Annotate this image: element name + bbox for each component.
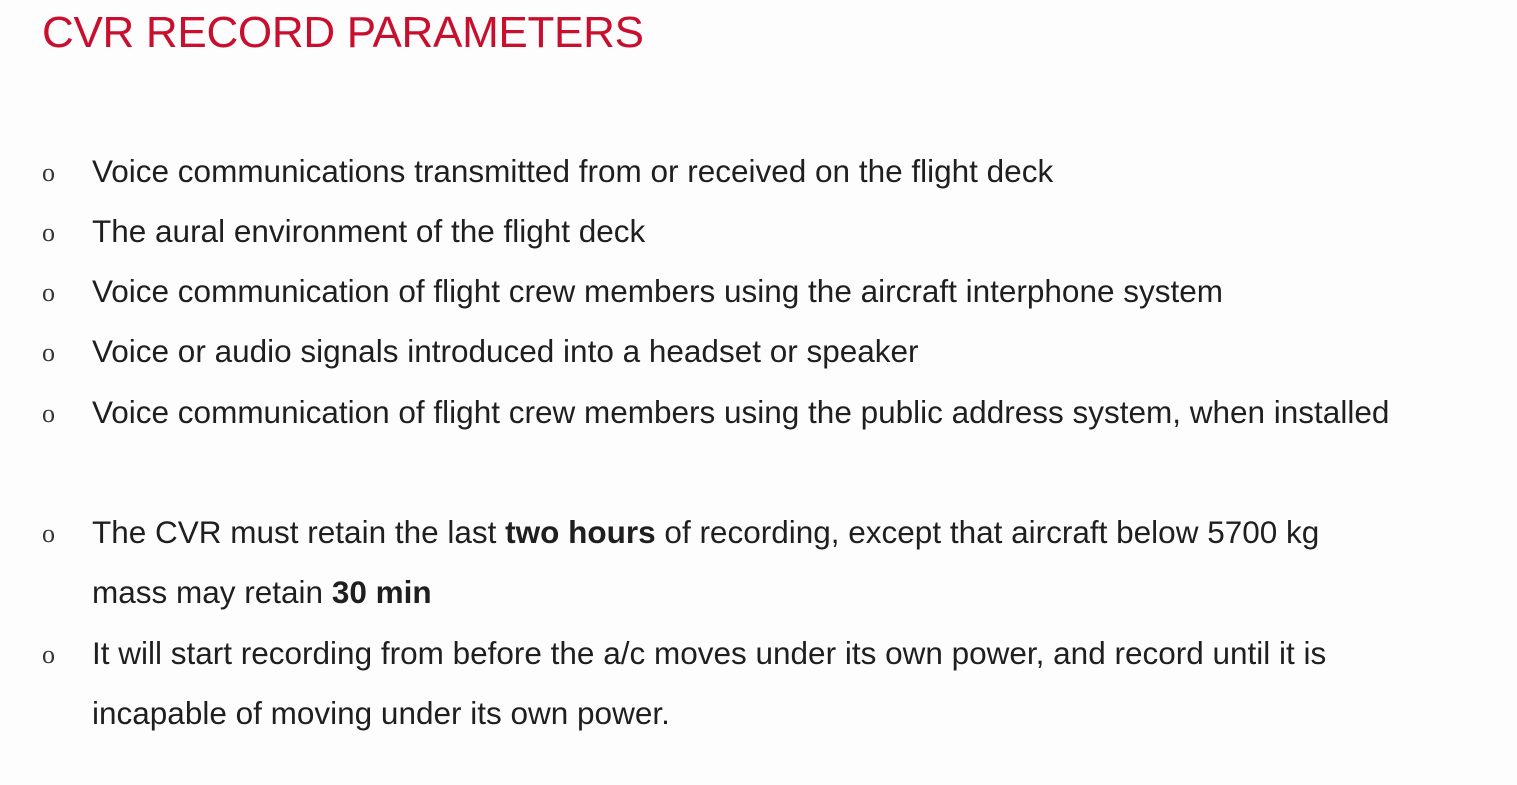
text-line [92,562,1502,622]
text-run: mass may retain [92,574,332,610]
list-item-text [92,502,1502,622]
text-line [92,502,1502,562]
bullet-icon: o [42,640,55,669]
slide-title: CVR RECORD PARAMETERS [42,8,644,57]
text-line: It will start recording from before the a/c moves under its own power, and record until it is [92,635,1327,671]
bullet-icon: o [42,519,55,548]
list-item-text: The aural environment of the flight deck [92,213,646,249]
emphasis-30-min: 30 min [331,574,432,610]
list-item-text: Voice communication of flight crew members using the aircraft interphone system [92,273,1224,309]
list-item-text [92,623,1502,743]
list-item-text: Voice communications transmitted from or received on the flight deck [92,153,1054,189]
bullet-icon: o [42,158,55,187]
list-item-text: Voice communication of flight crew members using the public address system, when installed [92,394,1390,430]
text-run: of recording, except that aircraft below 5700 kg [655,514,1320,550]
text-line: incapable of moving under its own power. [92,695,670,731]
bullet-icon: o [42,218,55,247]
list-item-text: Voice or audio signals introduced into a headset or speaker [92,333,919,369]
text-run: The CVR must retain the last [92,514,506,550]
emphasis-two-hours: two hours [505,514,656,550]
bullet-icon: o [42,399,55,428]
bullet-icon: o [42,338,55,367]
bullet-icon: o [42,278,55,307]
